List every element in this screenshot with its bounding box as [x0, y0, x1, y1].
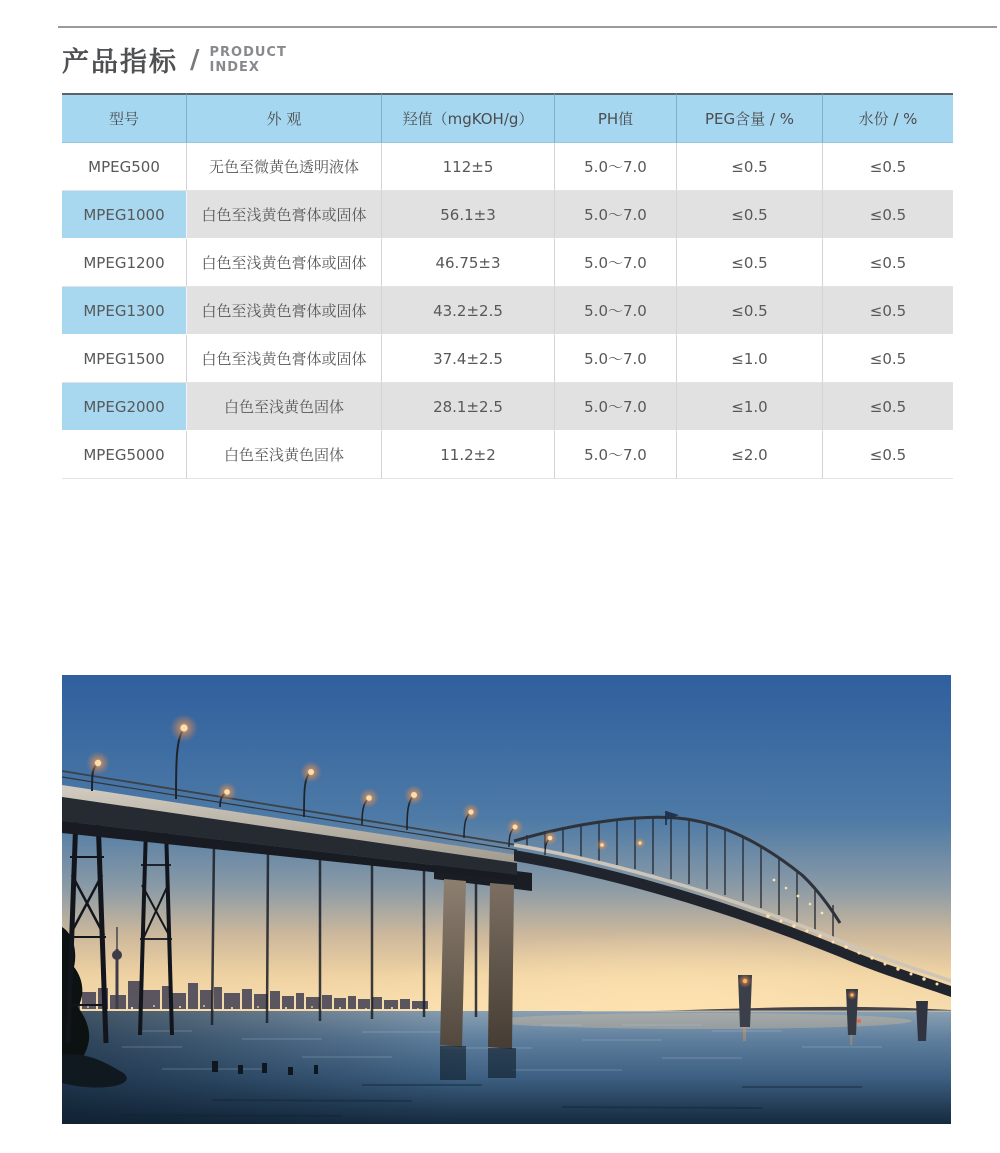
col-header-peg-content: PEG含量 / %	[677, 93, 823, 143]
cell-peg: ≤1.0	[677, 335, 823, 383]
cell-ph: 5.0～7.0	[555, 431, 677, 479]
cell-water: ≤0.5	[823, 191, 953, 239]
cell-model: MPEG1500	[62, 335, 187, 383]
col-header-moisture: 水份 / %	[823, 93, 953, 143]
cell-model: MPEG2000	[62, 383, 187, 431]
top-divider-rule	[58, 26, 997, 28]
cell-oh-value: 56.1±3	[382, 191, 555, 239]
col-header-appearance: 外 观	[187, 93, 382, 143]
cell-peg: ≤0.5	[677, 239, 823, 287]
cell-peg: ≤0.5	[677, 143, 823, 191]
cell-appearance: 白色至浅黄色膏体或固体	[187, 191, 382, 239]
cell-ph: 5.0～7.0	[555, 383, 677, 431]
page-title: 产品指标	[62, 47, 178, 78]
subtitle-line-1: PRODUCT	[209, 44, 287, 60]
cell-model: MPEG1000	[62, 191, 187, 239]
cell-peg: ≤0.5	[677, 191, 823, 239]
cell-water: ≤0.5	[823, 239, 953, 287]
cell-peg: ≤1.0	[677, 383, 823, 431]
cell-ph: 5.0～7.0	[555, 335, 677, 383]
subtitle-line-2: INDEX	[209, 59, 260, 75]
cell-model: MPEG500	[62, 143, 187, 191]
cell-peg: ≤0.5	[677, 287, 823, 335]
bridge-photo	[62, 675, 951, 1124]
title-slash: /	[190, 44, 200, 75]
cell-ph: 5.0～7.0	[555, 191, 677, 239]
col-header-ph: PH值	[555, 93, 677, 143]
cell-appearance: 白色至浅黄色固体	[187, 383, 382, 431]
cell-model: MPEG5000	[62, 431, 187, 479]
cell-oh-value: 28.1±2.5	[382, 383, 555, 431]
page-subtitle-en	[210, 45, 287, 75]
cell-water: ≤0.5	[823, 383, 953, 431]
cell-oh-value: 37.4±2.5	[382, 335, 555, 383]
cell-appearance: 无色至微黄色透明液体	[187, 143, 382, 191]
cell-appearance: 白色至浅黄色固体	[187, 431, 382, 479]
col-header-model: 型号	[62, 93, 187, 143]
cell-model: MPEG1300	[62, 287, 187, 335]
cell-water: ≤0.5	[823, 287, 953, 335]
product-spec-table	[62, 93, 953, 479]
page-header	[62, 40, 287, 79]
cell-model: MPEG1200	[62, 239, 187, 287]
cell-peg: ≤2.0	[677, 431, 823, 479]
cell-ph: 5.0～7.0	[555, 239, 677, 287]
cell-oh-value: 11.2±2	[382, 431, 555, 479]
cell-oh-value: 46.75±3	[382, 239, 555, 287]
cell-ph: 5.0～7.0	[555, 287, 677, 335]
cell-appearance: 白色至浅黄色膏体或固体	[187, 335, 382, 383]
cell-ph: 5.0～7.0	[555, 143, 677, 191]
cell-appearance: 白色至浅黄色膏体或固体	[187, 287, 382, 335]
cell-water: ≤0.5	[823, 431, 953, 479]
cell-oh-value: 112±5	[382, 143, 555, 191]
col-header-hydroxyl-value: 羟值（mgKOH/g）	[382, 93, 555, 143]
cell-appearance: 白色至浅黄色膏体或固体	[187, 239, 382, 287]
cell-oh-value: 43.2±2.5	[382, 287, 555, 335]
cell-water: ≤0.5	[823, 143, 953, 191]
cell-water: ≤0.5	[823, 335, 953, 383]
